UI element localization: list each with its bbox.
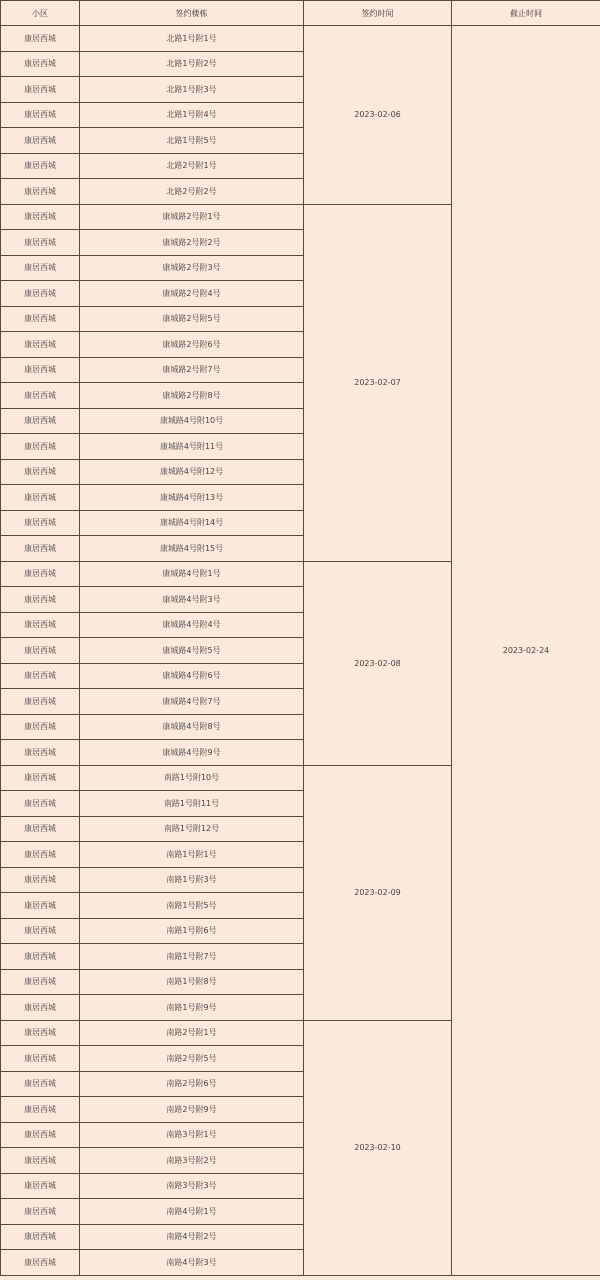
community-cell: 康居西城 bbox=[1, 255, 80, 281]
community-cell: 康居西城 bbox=[1, 536, 80, 562]
header-building: 签约楼栋 bbox=[80, 1, 304, 26]
building-cell: 北路1号附3号 bbox=[80, 77, 304, 103]
sign-date-cell: 2023-02-07 bbox=[304, 204, 452, 561]
building-cell: 康城路4号附7号 bbox=[80, 689, 304, 715]
community-cell: 康居西城 bbox=[1, 995, 80, 1021]
building-cell: 康城路4号附15号 bbox=[80, 536, 304, 562]
building-cell: 南路1号附9号 bbox=[80, 995, 304, 1021]
community-cell: 康居西城 bbox=[1, 1250, 80, 1276]
header-deadline: 截止时间 bbox=[452, 1, 600, 26]
header-row bbox=[1, 1, 600, 26]
community-cell: 康居西城 bbox=[1, 714, 80, 740]
building-cell: 康城路4号附4号 bbox=[80, 612, 304, 638]
building-cell: 南路1号附3号 bbox=[80, 867, 304, 893]
building-cell: 康城路4号附13号 bbox=[80, 485, 304, 511]
community-cell: 康居西城 bbox=[1, 1071, 80, 1097]
community-cell: 康居西城 bbox=[1, 434, 80, 460]
community-cell: 康居西城 bbox=[1, 1173, 80, 1199]
community-cell: 康居西城 bbox=[1, 944, 80, 970]
community-cell: 康居西城 bbox=[1, 663, 80, 689]
community-cell: 康居西城 bbox=[1, 128, 80, 154]
building-cell: 南路2号附1号 bbox=[80, 1020, 304, 1046]
sign-date-cell: 2023-02-08 bbox=[304, 561, 452, 765]
building-cell: 南路3号附3号 bbox=[80, 1173, 304, 1199]
community-cell: 康居西城 bbox=[1, 612, 80, 638]
building-cell: 南路1号附8号 bbox=[80, 969, 304, 995]
building-cell: 南路1号附12号 bbox=[80, 816, 304, 842]
community-cell: 康居西城 bbox=[1, 765, 80, 791]
community-cell: 康居西城 bbox=[1, 1148, 80, 1174]
building-cell: 康城路4号附11号 bbox=[80, 434, 304, 460]
building-cell: 南路1号附6号 bbox=[80, 918, 304, 944]
community-cell: 康居西城 bbox=[1, 102, 80, 128]
community-cell: 康居西城 bbox=[1, 1097, 80, 1123]
building-cell: 康城路2号附5号 bbox=[80, 306, 304, 332]
community-cell: 康居西城 bbox=[1, 332, 80, 358]
building-cell: 南路1号附10号 bbox=[80, 765, 304, 791]
building-cell: 康城路4号附3号 bbox=[80, 587, 304, 613]
table-row bbox=[1, 26, 600, 52]
community-cell: 康居西城 bbox=[1, 459, 80, 485]
building-cell: 康城路4号附10号 bbox=[80, 408, 304, 434]
building-cell: 康城路4号附12号 bbox=[80, 459, 304, 485]
building-cell: 康城路4号附1号 bbox=[80, 561, 304, 587]
building-cell: 康城路4号附14号 bbox=[80, 510, 304, 536]
community-cell: 康居西城 bbox=[1, 179, 80, 205]
building-cell: 南路2号附9号 bbox=[80, 1097, 304, 1123]
sign-date-cell: 2023-02-06 bbox=[304, 26, 452, 205]
community-cell: 康居西城 bbox=[1, 1020, 80, 1046]
building-cell: 北路2号附2号 bbox=[80, 179, 304, 205]
building-cell: 康城路2号附3号 bbox=[80, 255, 304, 281]
building-cell: 康城路4号附8号 bbox=[80, 714, 304, 740]
building-cell: 康城路4号附6号 bbox=[80, 663, 304, 689]
community-cell: 康居西城 bbox=[1, 77, 80, 103]
building-cell: 南路1号附7号 bbox=[80, 944, 304, 970]
building-cell: 康城路4号附5号 bbox=[80, 638, 304, 664]
community-cell: 康居西城 bbox=[1, 1122, 80, 1148]
header-sign-date: 签约时间 bbox=[304, 1, 452, 26]
building-cell: 南路3号附2号 bbox=[80, 1148, 304, 1174]
building-cell: 南路3号附1号 bbox=[80, 1122, 304, 1148]
building-cell: 南路1号附5号 bbox=[80, 893, 304, 919]
building-cell: 康城路2号附8号 bbox=[80, 383, 304, 409]
community-cell: 康居西城 bbox=[1, 383, 80, 409]
community-cell: 康居西城 bbox=[1, 357, 80, 383]
community-cell: 康居西城 bbox=[1, 791, 80, 817]
building-cell: 南路1号附1号 bbox=[80, 842, 304, 868]
community-cell: 康居西城 bbox=[1, 510, 80, 536]
building-cell: 南路4号附2号 bbox=[80, 1224, 304, 1250]
community-cell: 康居西城 bbox=[1, 408, 80, 434]
community-cell: 康居西城 bbox=[1, 204, 80, 230]
community-cell: 康居西城 bbox=[1, 740, 80, 766]
community-cell: 康居西城 bbox=[1, 1046, 80, 1072]
community-cell: 康居西城 bbox=[1, 587, 80, 613]
building-cell: 康城路2号附6号 bbox=[80, 332, 304, 358]
sign-date-cell: 2023-02-10 bbox=[304, 1020, 452, 1275]
community-cell: 康居西城 bbox=[1, 281, 80, 307]
building-cell: 南路1号附11号 bbox=[80, 791, 304, 817]
building-cell: 南路2号附5号 bbox=[80, 1046, 304, 1072]
community-cell: 康居西城 bbox=[1, 51, 80, 77]
community-cell: 康居西城 bbox=[1, 893, 80, 919]
community-cell: 康居西城 bbox=[1, 689, 80, 715]
header-community: 小区 bbox=[1, 1, 80, 26]
building-cell: 康城路2号附4号 bbox=[80, 281, 304, 307]
community-cell: 康居西城 bbox=[1, 230, 80, 256]
building-cell: 北路1号附1号 bbox=[80, 26, 304, 52]
building-cell: 南路2号附6号 bbox=[80, 1071, 304, 1097]
building-cell: 康城路2号附1号 bbox=[80, 204, 304, 230]
community-cell: 康居西城 bbox=[1, 638, 80, 664]
building-cell: 北路1号附5号 bbox=[80, 128, 304, 154]
community-cell: 康居西城 bbox=[1, 153, 80, 179]
building-cell: 北路1号附4号 bbox=[80, 102, 304, 128]
community-cell: 康居西城 bbox=[1, 485, 80, 511]
community-cell: 康居西城 bbox=[1, 816, 80, 842]
community-cell: 康居西城 bbox=[1, 867, 80, 893]
community-cell: 康居西城 bbox=[1, 1199, 80, 1225]
community-cell: 康居西城 bbox=[1, 842, 80, 868]
building-cell: 南路4号附1号 bbox=[80, 1199, 304, 1225]
building-cell: 康城路2号附2号 bbox=[80, 230, 304, 256]
table-body bbox=[1, 26, 600, 1276]
building-cell: 北路1号附2号 bbox=[80, 51, 304, 77]
sign-date-cell: 2023-02-09 bbox=[304, 765, 452, 1020]
community-cell: 康居西城 bbox=[1, 918, 80, 944]
building-cell: 康城路4号附9号 bbox=[80, 740, 304, 766]
deadline-cell: 2023-02-24 bbox=[452, 26, 600, 1276]
building-cell: 北路2号附1号 bbox=[80, 153, 304, 179]
building-cell: 康城路2号附7号 bbox=[80, 357, 304, 383]
community-cell: 康居西城 bbox=[1, 969, 80, 995]
community-cell: 康居西城 bbox=[1, 561, 80, 587]
community-cell: 康居西城 bbox=[1, 26, 80, 52]
community-cell: 康居西城 bbox=[1, 1224, 80, 1250]
community-cell: 康居西城 bbox=[1, 306, 80, 332]
building-cell: 南路4号附3号 bbox=[80, 1250, 304, 1276]
